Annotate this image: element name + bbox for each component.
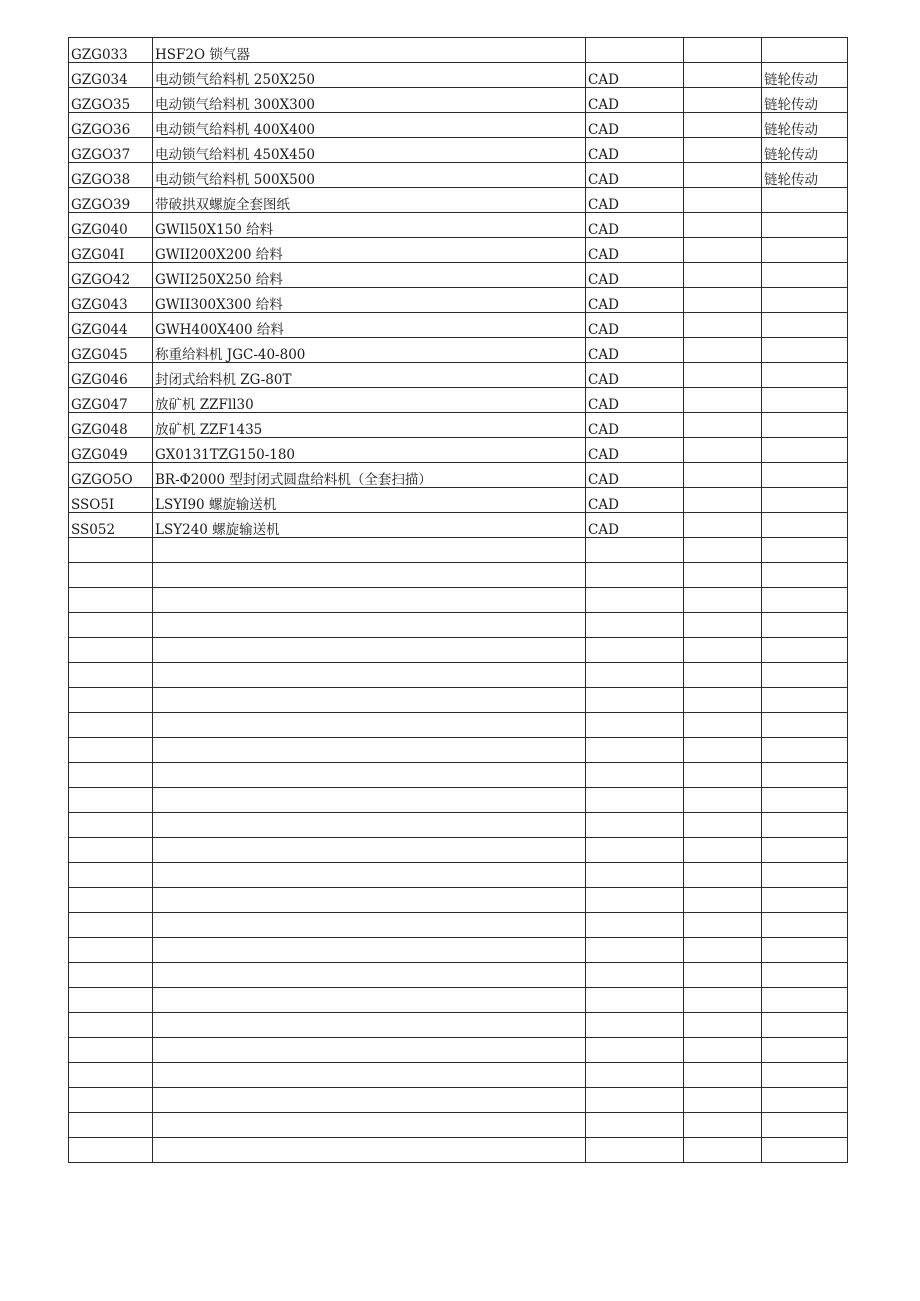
code-cell <box>69 838 153 863</box>
note-cell <box>762 788 848 813</box>
note-cell <box>762 38 848 63</box>
note-cell <box>762 988 848 1013</box>
name-cell: 放矿机 ZZF1435 <box>153 413 586 438</box>
format-cell: CAD <box>586 488 684 513</box>
name-cell: GWIl50X150 给料 <box>153 213 586 238</box>
name-cell: 电动锁气给料机 450X450 <box>153 138 586 163</box>
qty-cell <box>684 138 762 163</box>
code-cell: GZG044 <box>69 313 153 338</box>
qty-cell <box>684 388 762 413</box>
format-cell: CAD <box>586 238 684 263</box>
name-cell <box>153 838 586 863</box>
format-cell <box>586 938 684 963</box>
qty-cell <box>684 163 762 188</box>
code-cell <box>69 888 153 913</box>
code-cell: SSO5I <box>69 488 153 513</box>
note-cell <box>762 463 848 488</box>
qty-cell <box>684 1113 762 1138</box>
note-cell <box>762 213 848 238</box>
code-cell: GZGO5O <box>69 463 153 488</box>
name-cell <box>153 1063 586 1088</box>
note-cell <box>762 938 848 963</box>
name-cell: 放矿机 ZZFll30 <box>153 388 586 413</box>
note-cell <box>762 888 848 913</box>
note-cell <box>762 488 848 513</box>
name-cell: 电动锁气给料机 300X300 <box>153 88 586 113</box>
table-row <box>69 188 848 213</box>
qty-cell <box>684 113 762 138</box>
note-cell <box>762 713 848 738</box>
name-cell <box>153 788 586 813</box>
note-cell: 链轮传动 <box>762 138 848 163</box>
table-row <box>69 288 848 313</box>
table-row <box>69 363 848 388</box>
note-cell <box>762 513 848 538</box>
table-row <box>69 1138 848 1163</box>
note-cell <box>762 288 848 313</box>
table-row <box>69 463 848 488</box>
code-cell <box>69 1138 153 1163</box>
note-cell <box>762 638 848 663</box>
note-cell: 链轮传动 <box>762 163 848 188</box>
code-cell: GZG049 <box>69 438 153 463</box>
note-cell <box>762 813 848 838</box>
qty-cell <box>684 763 762 788</box>
table-row <box>69 438 848 463</box>
qty-cell <box>684 688 762 713</box>
table-row <box>69 663 848 688</box>
note-cell <box>762 188 848 213</box>
note-cell: 链轮传动 <box>762 63 848 88</box>
name-cell: 带破拱双螺旋全套图纸 <box>153 188 586 213</box>
format-cell: CAD <box>586 163 684 188</box>
format-cell: CAD <box>586 138 684 163</box>
qty-cell <box>684 538 762 563</box>
note-cell: 链轮传动 <box>762 88 848 113</box>
table-row <box>69 313 848 338</box>
code-cell: GZG04I <box>69 238 153 263</box>
qty-cell <box>684 288 762 313</box>
qty-cell <box>684 863 762 888</box>
note-cell <box>762 263 848 288</box>
format-cell <box>586 538 684 563</box>
name-cell <box>153 913 586 938</box>
table-row <box>69 63 848 88</box>
name-cell: GWH400X400 给料 <box>153 313 586 338</box>
name-cell: LSYI90 螺旋输送机 <box>153 488 586 513</box>
note-cell <box>762 1138 848 1163</box>
qty-cell <box>684 488 762 513</box>
name-cell <box>153 813 586 838</box>
name-cell <box>153 1013 586 1038</box>
table-row <box>69 638 848 663</box>
note-cell <box>762 563 848 588</box>
format-cell <box>586 863 684 888</box>
format-cell: CAD <box>586 263 684 288</box>
name-cell <box>153 988 586 1013</box>
table-row <box>69 688 848 713</box>
note-cell <box>762 838 848 863</box>
name-cell <box>153 888 586 913</box>
code-cell <box>69 1013 153 1038</box>
table-row <box>69 938 848 963</box>
name-cell: 电动锁气给料机 500X500 <box>153 163 586 188</box>
qty-cell <box>684 338 762 363</box>
table-row <box>69 613 848 638</box>
qty-cell <box>684 638 762 663</box>
qty-cell <box>684 413 762 438</box>
code-cell <box>69 763 153 788</box>
format-cell: CAD <box>586 338 684 363</box>
format-cell: CAD <box>586 513 684 538</box>
name-cell: HSF2O 锁气器 <box>153 38 586 63</box>
format-cell: CAD <box>586 113 684 138</box>
qty-cell <box>684 238 762 263</box>
table-body <box>69 38 848 1163</box>
qty-cell <box>684 888 762 913</box>
qty-cell <box>684 738 762 763</box>
code-cell <box>69 813 153 838</box>
format-cell <box>586 988 684 1013</box>
name-cell: 电动锁气给料机 250X250 <box>153 63 586 88</box>
code-cell <box>69 938 153 963</box>
code-cell: GZGO37 <box>69 138 153 163</box>
format-cell: CAD <box>586 63 684 88</box>
format-cell <box>586 38 684 63</box>
qty-cell <box>684 363 762 388</box>
format-cell: CAD <box>586 188 684 213</box>
table-row <box>69 1063 848 1088</box>
drawing-list-table <box>68 37 848 1163</box>
table-row <box>69 163 848 188</box>
format-cell <box>586 763 684 788</box>
format-cell <box>586 563 684 588</box>
name-cell: LSY240 螺旋输送机 <box>153 513 586 538</box>
qty-cell <box>684 1138 762 1163</box>
note-cell <box>762 438 848 463</box>
format-cell <box>586 638 684 663</box>
table-row <box>69 788 848 813</box>
table-row <box>69 388 848 413</box>
note-cell <box>762 363 848 388</box>
table-row <box>69 38 848 63</box>
qty-cell <box>684 713 762 738</box>
code-cell: GZG048 <box>69 413 153 438</box>
table-row <box>69 263 848 288</box>
qty-cell <box>684 463 762 488</box>
format-cell <box>586 1063 684 1088</box>
note-cell <box>762 613 848 638</box>
table-row <box>69 413 848 438</box>
format-cell <box>586 963 684 988</box>
name-cell <box>153 938 586 963</box>
code-cell <box>69 963 153 988</box>
format-cell: CAD <box>586 213 684 238</box>
qty-cell <box>684 588 762 613</box>
table-row <box>69 488 848 513</box>
table-row <box>69 1113 848 1138</box>
code-cell <box>69 913 153 938</box>
table-row <box>69 738 848 763</box>
table-row <box>69 838 848 863</box>
note-cell: 链轮传动 <box>762 113 848 138</box>
note-cell <box>762 338 848 363</box>
code-cell <box>69 663 153 688</box>
name-cell: GWII200X200 给料 <box>153 238 586 263</box>
qty-cell <box>684 938 762 963</box>
format-cell: CAD <box>586 288 684 313</box>
name-cell <box>153 963 586 988</box>
name-cell <box>153 1088 586 1113</box>
code-cell <box>69 1038 153 1063</box>
table-row <box>69 1038 848 1063</box>
name-cell <box>153 638 586 663</box>
name-cell: GWII300X300 给料 <box>153 288 586 313</box>
code-cell: GZG046 <box>69 363 153 388</box>
format-cell <box>586 1013 684 1038</box>
code-cell: SS052 <box>69 513 153 538</box>
qty-cell <box>684 313 762 338</box>
format-cell <box>586 1088 684 1113</box>
note-cell <box>762 238 848 263</box>
format-cell <box>586 738 684 763</box>
qty-cell <box>684 813 762 838</box>
note-cell <box>762 1113 848 1138</box>
table-row <box>69 88 848 113</box>
format-cell: CAD <box>586 438 684 463</box>
table-row <box>69 113 848 138</box>
code-cell <box>69 1063 153 1088</box>
qty-cell <box>684 563 762 588</box>
table-row <box>69 988 848 1013</box>
qty-cell <box>684 213 762 238</box>
code-cell <box>69 1113 153 1138</box>
table-row <box>69 863 848 888</box>
note-cell <box>762 688 848 713</box>
code-cell: GZG034 <box>69 63 153 88</box>
code-cell <box>69 863 153 888</box>
name-cell: BR-Φ2000 型封闭式圆盘给料机（全套扫描） <box>153 463 586 488</box>
code-cell <box>69 988 153 1013</box>
table-row <box>69 913 848 938</box>
note-cell <box>762 738 848 763</box>
note-cell <box>762 1013 848 1038</box>
table-row <box>69 238 848 263</box>
qty-cell <box>684 663 762 688</box>
name-cell <box>153 588 586 613</box>
name-cell <box>153 663 586 688</box>
note-cell <box>762 1088 848 1113</box>
note-cell <box>762 413 848 438</box>
name-cell <box>153 1138 586 1163</box>
code-cell <box>69 738 153 763</box>
code-cell <box>69 588 153 613</box>
code-cell: GZG043 <box>69 288 153 313</box>
note-cell <box>762 663 848 688</box>
format-cell: CAD <box>586 313 684 338</box>
note-cell <box>762 388 848 413</box>
code-cell <box>69 688 153 713</box>
name-cell <box>153 688 586 713</box>
name-cell: 称重给料机 JGC-40-800 <box>153 338 586 363</box>
table-row <box>69 888 848 913</box>
code-cell: GZG047 <box>69 388 153 413</box>
format-cell <box>586 913 684 938</box>
format-cell: CAD <box>586 463 684 488</box>
qty-cell <box>684 613 762 638</box>
qty-cell <box>684 838 762 863</box>
table-row <box>69 713 848 738</box>
code-cell: GZGO38 <box>69 163 153 188</box>
table-row <box>69 588 848 613</box>
code-cell: GZGO36 <box>69 113 153 138</box>
code-cell: GZGO42 <box>69 263 153 288</box>
table-row <box>69 1013 848 1038</box>
format-cell <box>586 588 684 613</box>
format-cell <box>586 838 684 863</box>
qty-cell <box>684 438 762 463</box>
code-cell: GZGO35 <box>69 88 153 113</box>
code-cell <box>69 1088 153 1113</box>
qty-cell <box>684 513 762 538</box>
code-cell <box>69 788 153 813</box>
code-cell <box>69 538 153 563</box>
name-cell <box>153 863 586 888</box>
qty-cell <box>684 1038 762 1063</box>
format-cell <box>586 713 684 738</box>
table-row <box>69 138 848 163</box>
format-cell <box>586 888 684 913</box>
table-row <box>69 338 848 363</box>
format-cell <box>586 1138 684 1163</box>
table-row <box>69 1088 848 1113</box>
name-cell: GX0131TZG150-180 <box>153 438 586 463</box>
format-cell: CAD <box>586 388 684 413</box>
qty-cell <box>684 188 762 213</box>
name-cell <box>153 563 586 588</box>
code-cell <box>69 713 153 738</box>
qty-cell <box>684 63 762 88</box>
qty-cell <box>684 988 762 1013</box>
name-cell: 电动锁气给料机 400X400 <box>153 113 586 138</box>
note-cell <box>762 863 848 888</box>
format-cell <box>586 663 684 688</box>
name-cell: 封闭式给料机 ZG-80T <box>153 363 586 388</box>
format-cell: CAD <box>586 88 684 113</box>
name-cell <box>153 613 586 638</box>
format-cell: CAD <box>586 413 684 438</box>
qty-cell <box>684 963 762 988</box>
name-cell <box>153 738 586 763</box>
name-cell <box>153 538 586 563</box>
qty-cell <box>684 1088 762 1113</box>
format-cell <box>586 1113 684 1138</box>
note-cell <box>762 538 848 563</box>
qty-cell <box>684 263 762 288</box>
qty-cell <box>684 788 762 813</box>
code-cell: GZG033 <box>69 38 153 63</box>
qty-cell <box>684 1063 762 1088</box>
table-row <box>69 513 848 538</box>
code-cell <box>69 613 153 638</box>
qty-cell <box>684 1013 762 1038</box>
name-cell <box>153 713 586 738</box>
note-cell <box>762 1038 848 1063</box>
code-cell: GZG040 <box>69 213 153 238</box>
table-row <box>69 813 848 838</box>
table-row <box>69 563 848 588</box>
qty-cell <box>684 38 762 63</box>
note-cell <box>762 588 848 613</box>
code-cell: GZG045 <box>69 338 153 363</box>
format-cell <box>586 813 684 838</box>
format-cell <box>586 688 684 713</box>
qty-cell <box>684 88 762 113</box>
code-cell <box>69 638 153 663</box>
name-cell: GWII250X250 给料 <box>153 263 586 288</box>
code-cell <box>69 563 153 588</box>
format-cell <box>586 613 684 638</box>
code-cell: GZGO39 <box>69 188 153 213</box>
table-row <box>69 213 848 238</box>
qty-cell <box>684 913 762 938</box>
format-cell <box>586 1038 684 1063</box>
table-row <box>69 763 848 788</box>
name-cell <box>153 763 586 788</box>
name-cell <box>153 1038 586 1063</box>
note-cell <box>762 763 848 788</box>
table-row <box>69 538 848 563</box>
note-cell <box>762 913 848 938</box>
format-cell <box>586 788 684 813</box>
note-cell <box>762 1063 848 1088</box>
name-cell <box>153 1113 586 1138</box>
note-cell <box>762 963 848 988</box>
format-cell: CAD <box>586 363 684 388</box>
table-row <box>69 963 848 988</box>
note-cell <box>762 313 848 338</box>
